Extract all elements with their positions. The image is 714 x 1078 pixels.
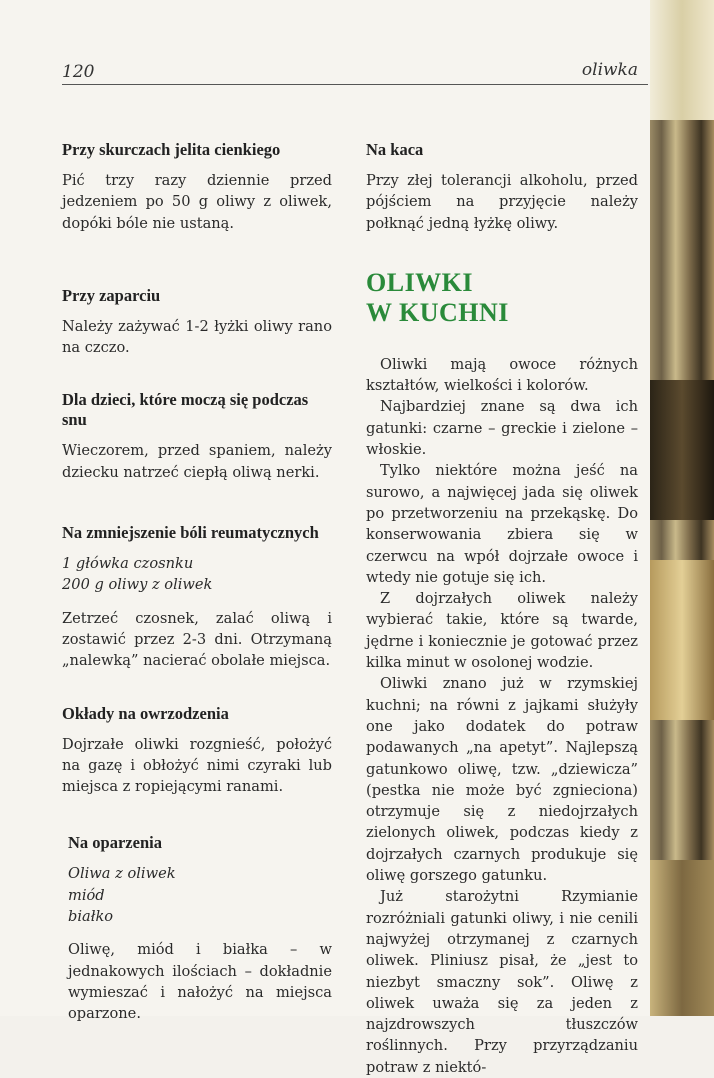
section-rheumatism <box>62 523 332 671</box>
section-ulcers <box>62 704 332 798</box>
edge-wood <box>650 560 714 720</box>
section-heading: Na oparzenia <box>68 833 162 853</box>
section-body: Dojrzałe oliwki rozgnieść, położyć na gazę i obłożyć nimi czyraki lub miejsca z ropiejącymi ranami. <box>62 735 332 796</box>
section-body: Oliwę, miód i białka – w jednakowych ilościach – dokładnie wymieszać i nałożyć na miejsca oparzone. <box>68 941 332 1023</box>
section-heading: Dla dzieci, które moczą się podczas snu <box>62 390 309 430</box>
header-rule <box>62 84 648 85</box>
paragraph: Oliwki mają owoce różnych kształtów, wielkości i kolorów. <box>366 355 638 395</box>
running-title: oliwka <box>581 60 638 80</box>
ingredient: białko <box>68 908 114 926</box>
paragraph: Już starożytni Rzymianie rozróżniali gatunki oliwy, i nie cenili najwyżej otrzymanej z czarnych oliwek. Pliniusz pisał, że „jest to niezbyt smaczny sok”. Oliwę z oliwek uważa się za jeden z najzdrowszych tłuszczów roślinnych. Przy przyrządzaniu potraw z niektó- <box>366 888 638 1076</box>
chapter-title-line: OLIWKI <box>366 267 474 297</box>
section-heading: Przy skurczach jelita cienkiego <box>62 140 281 159</box>
section-small-intestine <box>62 140 332 234</box>
section-heading: Na kaca <box>366 140 424 159</box>
section-hangover <box>366 140 638 234</box>
section-body: Pić trzy razy dziennie przed jedzeniem po 50 g oliwy z oliwek, dopóki bóle nie ustaną. <box>62 172 332 232</box>
kitchen-text <box>366 354 638 1078</box>
section-heading: Na zmniejszenie bóli reumatycznych <box>62 523 319 543</box>
left-column <box>62 140 332 1061</box>
chapter-title <box>366 268 638 328</box>
section-heading: Przy zaparciu <box>62 285 161 305</box>
section-body: Wieczorem, przed spaniem, należy dziecku natrzeć ciepłą oliwą nerki. <box>62 442 332 481</box>
ingredient: 200 g oliwy z oliwek <box>62 576 213 594</box>
ingredient: Oliwa z oliwek <box>68 865 176 883</box>
paragraph: Oliwki znano już w rzymskiej kuchni; na równi z jajkami służyły one jako dodatek do potraw podawanych „na apetyt”. Najlepszą gatunkowo oliwę, tzw. „dziewicza” (pestka nie może być zgnieciona) otrzymuje się z niedojrzałych zielonych oliwek, podczas kiedy z dojrzałych czarnych produkuje się oliwę gorszego gatunku. <box>366 675 638 885</box>
section-body: Należy zażywać 1-2 łyżki oliwy rano na czczo. <box>62 317 332 357</box>
ingredient-list <box>68 863 332 927</box>
ingredient-list <box>62 553 332 596</box>
section-bedwetting <box>62 390 332 483</box>
ingredient: 1 główka czosnku <box>62 555 194 573</box>
section-heading: Okłady na owrzodzenia <box>62 703 229 723</box>
section-constipation <box>62 286 332 359</box>
section-burns <box>62 833 332 1024</box>
edge-bottom <box>650 860 714 1016</box>
ingredient: miód <box>68 886 105 904</box>
edge-highlight <box>650 0 714 120</box>
section-body: Przy złej tolerancji alkoholu, przed pójściem na przyjęcie należy połknąć jedną łyżkę oliwy. <box>366 172 638 232</box>
book-edge-photo <box>650 0 714 1016</box>
page-number: 120 <box>62 62 95 82</box>
paragraph: Najbardziej znane są dwa ich gatunki: czarne – greckie i zielone – włoskie. <box>366 398 638 459</box>
edge-shadow <box>650 380 714 520</box>
right-column <box>366 140 638 1078</box>
chapter-title-line: W KUCHNI <box>366 297 509 327</box>
paragraph: Tylko niektóre można jeść na surowo, a najwięcej jada się oliwek po przetworzeniu na przekąskę. Do konserwowania zbiera się w czerwcu na wpół dojrzałe owoce i wtedy nie gotuje się ich. <box>366 462 638 586</box>
section-body: Zetrzeć czosnek, zalać oliwą i zostawić przez 2-3 dni. Otrzymaną „nalewką” nacierać obolałe miejsca. <box>62 609 332 670</box>
paragraph: Z dojrzałych oliwek należy wybierać takie, które są twarde, jędrne i koniecznie je gotować przez kilka minut w osolonej wodzie. <box>366 590 638 672</box>
